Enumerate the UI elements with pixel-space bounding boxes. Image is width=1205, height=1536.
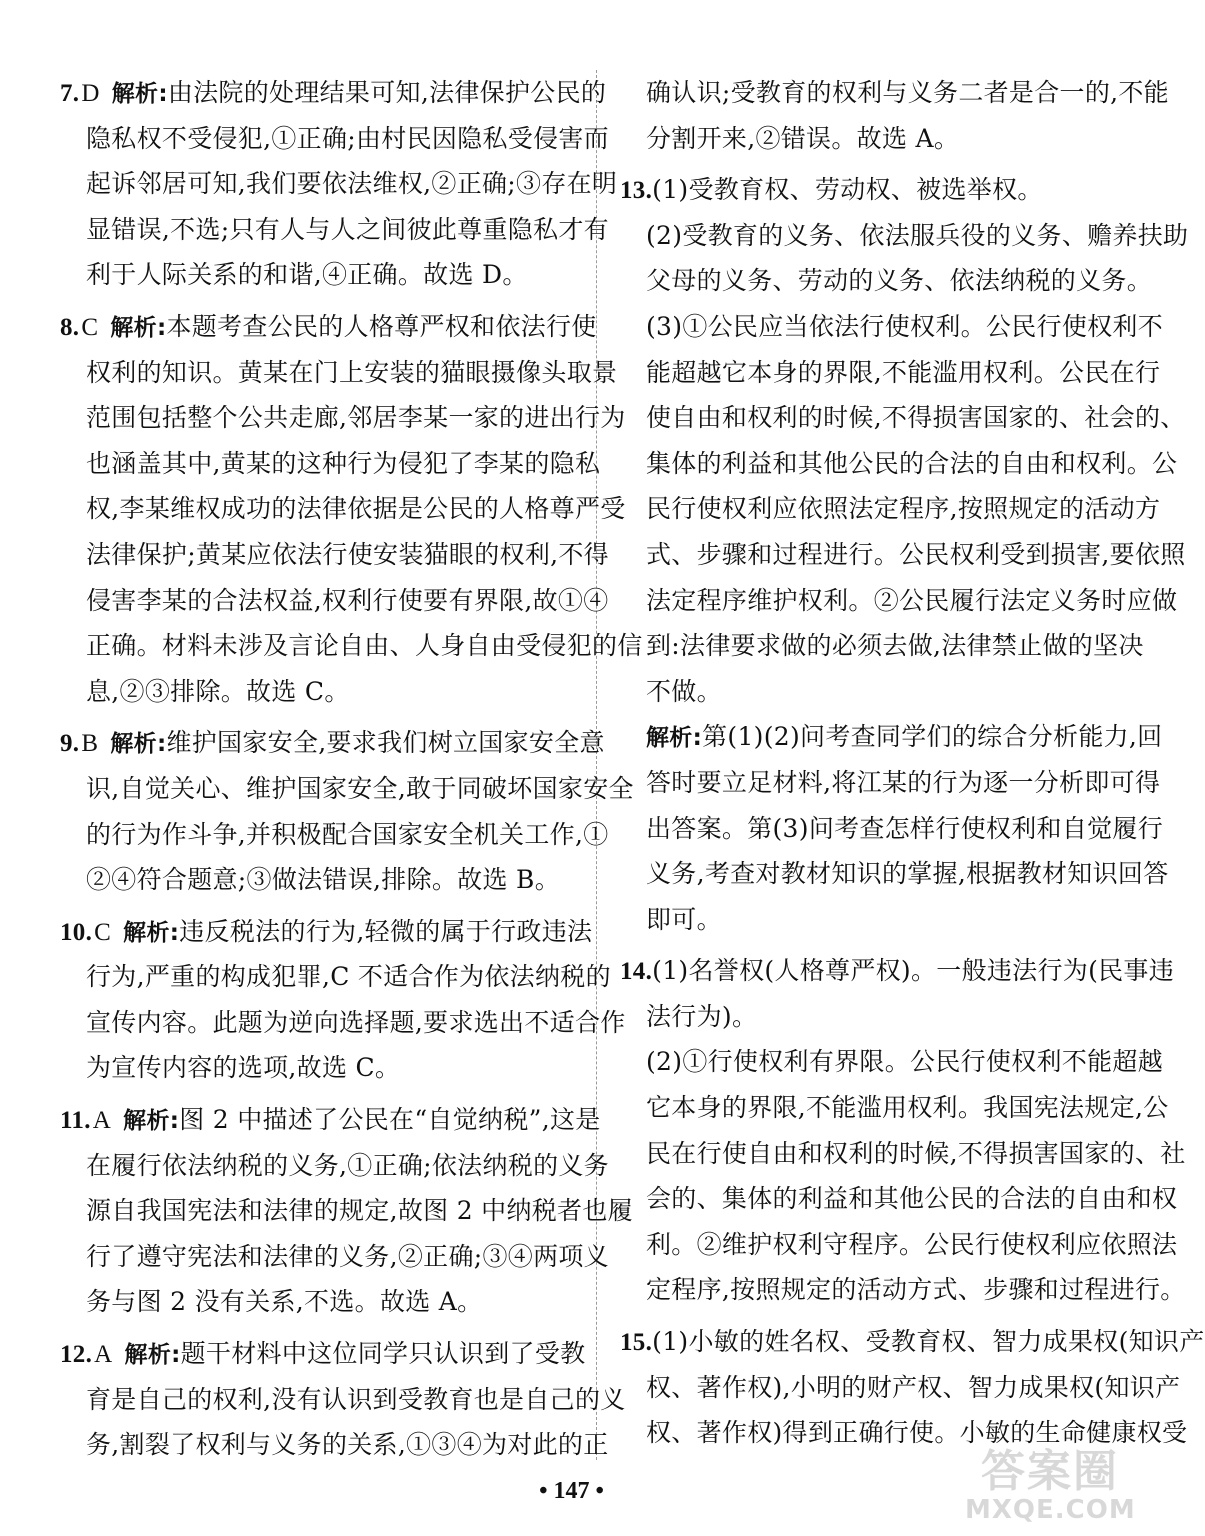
answer-line: 民在行使自由和权利的时候,不得损害国家的、社	[646, 1138, 1186, 1168]
line-text: (1)小敏的姓名权、受教育权、智力成果权(知识产	[652, 1327, 1205, 1357]
line-text: (1)名誉权(人格尊严权)。一般违法行为(民事违	[652, 956, 1175, 986]
answer-line: 权、著作权)得到正确行使。小敏的生命健康权受	[646, 1418, 1188, 1448]
line-text: 图 2 中描述了公民在“自觉纳税”,这是	[179, 1105, 601, 1135]
analysis-line	[620, 806, 1164, 852]
answer-line: 使自由和权利的时候,不得损害国家的、社会的、	[646, 403, 1186, 433]
line-text: 范围包括整个公共走廊,邻居李某一家的进出行为	[86, 403, 626, 433]
answer-line: 父母的义务、劳动的义务、依法纳税的义务。	[646, 266, 1153, 296]
page-number: • 147 •	[539, 1478, 604, 1504]
spacer	[60, 1468, 580, 1474]
line-text: 息,②③排除。故选 C。	[86, 676, 350, 706]
question-number: 9.	[60, 730, 80, 758]
answer-letter: A	[92, 1107, 112, 1135]
answer-line: 集体的利益和其他公民的合法的自由和权利。公	[646, 448, 1178, 478]
question-number: 12.	[60, 1341, 93, 1369]
answer-line	[60, 486, 626, 532]
question-header	[60, 1331, 586, 1377]
line-text: 权,李某维权成功的法律依据是公民的人格尊严受	[86, 494, 626, 524]
answer-letter: B	[81, 730, 99, 758]
answer-line	[60, 578, 609, 624]
line-text: 行为,严重的构成犯罪,C 不适合作为依法纳税的	[86, 962, 611, 992]
question-header	[60, 1097, 601, 1143]
line-text: 务与图 2 没有关系,不选。故选 A。	[86, 1287, 483, 1317]
line-text: 题干材料中这位同学只认识到了受教	[180, 1339, 586, 1369]
question-number: 15.	[620, 1329, 653, 1357]
analysis-label: 解析:	[124, 1342, 181, 1369]
line-text: 在履行依法纳税的义务,①正确;依法纳税的义务	[86, 1150, 609, 1180]
answer-line	[60, 766, 634, 812]
line-text: 权利的知识。黄某在门上安装的猫眼摄像头取景	[86, 357, 618, 387]
question-header	[620, 167, 1130, 213]
answer-line	[60, 1143, 609, 1189]
answer-line: 法行为)。	[646, 1001, 758, 1031]
line-text: 隐私权不受侵犯,①正确;由村民因隐私受侵害而	[86, 123, 609, 153]
answer-line	[60, 207, 609, 253]
line-text: 育是自己的权利,没有认识到受教育也是自己的义	[86, 1384, 626, 1414]
answer-line	[60, 1000, 626, 1046]
question-number: 11.	[60, 1107, 91, 1135]
answer-line	[60, 1422, 609, 1468]
answer-line	[60, 395, 626, 441]
answer-line	[60, 441, 601, 487]
question-number: 14.	[620, 958, 653, 986]
line-text: ②④符合题意;③做法错误,排除。故选 B。	[86, 865, 560, 895]
line-text: 行了遵守宪法和法律的义务,②正确;③④两项义	[86, 1241, 609, 1271]
line-text: 由法院的处理结果可知,法律保护公民的	[167, 78, 607, 107]
line-text: 识,自觉关心、维护国家安全,敢于同破坏国家安全	[86, 773, 634, 803]
question-header	[620, 948, 1175, 994]
answer-line	[60, 954, 611, 1000]
question-header	[60, 909, 593, 955]
question-header	[60, 304, 597, 350]
line-text: 违反税法的行为,轻微的属于行政违法	[179, 916, 593, 946]
answer-line	[60, 161, 618, 207]
line-text: 务,割裂了权利与义务的关系,①③④为对此的正	[86, 1430, 609, 1460]
question-number: 8.	[60, 313, 80, 341]
answer-line	[60, 623, 643, 669]
line-text: 维护国家安全,要求我们树立国家安全意	[166, 728, 605, 758]
question-number: 10.	[60, 918, 93, 946]
answer-line	[60, 252, 580, 298]
question-header	[620, 1319, 1205, 1365]
line-text: (1)受教育权、劳动权、被选举权。	[652, 175, 1043, 205]
answer-line	[60, 812, 609, 858]
watermark-text: 答案圈	[981, 1446, 1119, 1497]
answer-line: 定程序,按照规定的活动方式、步骤和过程进行。	[646, 1275, 1186, 1305]
answer-letter: D	[81, 80, 100, 107]
answer-line	[60, 857, 580, 903]
question-header	[60, 720, 605, 766]
answer-line	[60, 1234, 609, 1280]
analysis-label: 解析:	[111, 81, 168, 107]
answer-line: (3)①公民应当依法行使权利。公民行使权利不	[646, 311, 1164, 341]
line-text: 即可。	[646, 904, 722, 934]
answer-letter: C	[81, 313, 99, 341]
question-header	[60, 70, 607, 116]
answer-line	[60, 532, 609, 578]
line-text: 的行为作斗争,并积极配合国家安全机关工作,①	[86, 819, 609, 849]
answer-line: 法定程序维护权利。②公民履行法定义务时应做	[646, 585, 1178, 615]
analysis-line	[620, 851, 1169, 897]
analysis-label: 解析:	[646, 725, 703, 752]
line-text: 源自我国宪法和法律的规定,故图 2 中纳税者也履	[86, 1196, 633, 1226]
watermark-url: MXQE.COM	[965, 1495, 1136, 1525]
answer-line: (2)①行使权利有界限。公民行使权利不能超越	[646, 1047, 1164, 1077]
answer-line: 式、步骤和过程进行。公民权利受到损害,要依照	[646, 539, 1186, 569]
line-text: 利于人际关系的和谐,④正确。故选 D。	[86, 260, 528, 290]
line-text: 法律保护;黄某应依法行使安装猫眼的权利,不得	[86, 539, 609, 569]
answer-line	[60, 1188, 633, 1234]
answer-line	[60, 350, 618, 396]
line-text: 侵害李某的合法权益,权利行使要有界限,故①④	[86, 585, 609, 615]
answer-line: 分割开来,②错误。故选 A。	[646, 123, 960, 153]
analysis-line	[620, 760, 1161, 806]
answer-line: 能超越它本身的界限,不能滥用权利。公民在行	[646, 357, 1161, 387]
analysis-line	[620, 897, 1130, 943]
line-text: 显错误,不选;只有人与人之间彼此尊重隐私才有	[86, 214, 609, 244]
analysis-label: 解析:	[110, 731, 167, 758]
question-number: 13.	[620, 177, 653, 205]
analysis-label: 解析:	[110, 314, 167, 341]
line-text: 本题考查公民的人格尊严权和依法行使	[166, 311, 597, 341]
answer-line: 利。②维护权利守程序。公民行使权利应依照法	[646, 1229, 1178, 1259]
line-text: 宣传内容。此题为逆向选择题,要求选出不适合作	[86, 1007, 626, 1037]
answer-letter: A	[94, 1341, 113, 1369]
line-text: 答时要立足材料,将江某的行为逐一分析即可得	[646, 767, 1161, 797]
line-text: 义务,考查对教材知识的掌握,根据教材知识回答	[646, 859, 1169, 889]
answer-line: 它本身的界限,不能滥用权利。我国宪法规定,公	[646, 1093, 1169, 1123]
analysis-label: 解析:	[123, 919, 180, 946]
answer-line: 确认识;受教育的权利与义务二者是合一的,不能	[646, 78, 1169, 107]
analysis-line	[620, 714, 1163, 760]
answer-line: 到:法律要求做的必须去做,法律禁止做的坚决	[646, 631, 1144, 661]
question-number: 7.	[60, 80, 80, 107]
answer-line: (2)受教育的义务、依法服兵役的义务、赡养扶助	[646, 220, 1189, 250]
right-column	[620, 70, 1205, 1462]
answer-line: 民行使权利应依照法定程序,按照规定的活动方	[646, 494, 1161, 524]
answer-line: 会的、集体的利益和其他公民的合法的自由和权	[646, 1184, 1178, 1214]
analysis-label: 解析:	[123, 1108, 180, 1135]
answer-line: 不做。	[646, 676, 722, 706]
answer-line	[60, 1045, 580, 1091]
answer-line	[60, 1377, 626, 1423]
line-text: 第(1)(2)问考查同学们的综合分析能力,回	[702, 722, 1163, 752]
line-text: 为宣传内容的选项,故选 C。	[86, 1053, 401, 1083]
answer-letter: C	[94, 918, 112, 946]
answer-line	[60, 669, 580, 715]
answer-line	[60, 1279, 580, 1325]
line-text: 起诉邻居可知,我们要依法维权,②正确;③存在明	[86, 169, 618, 199]
line-text: 正确。材料未涉及言论自由、人身自由受侵犯的信	[86, 631, 643, 661]
line-text: 也涵盖其中,黄某的这种行为侵犯了李某的隐私	[86, 448, 601, 478]
answer-line	[60, 116, 609, 162]
answer-line: 权、著作权),小明的财产权、智力成果权(知识产	[646, 1372, 1181, 1402]
line-text: 出答案。第(3)问考查怎样行使权利和自觉履行	[646, 813, 1164, 843]
watermark-logo	[965, 1448, 1135, 1528]
